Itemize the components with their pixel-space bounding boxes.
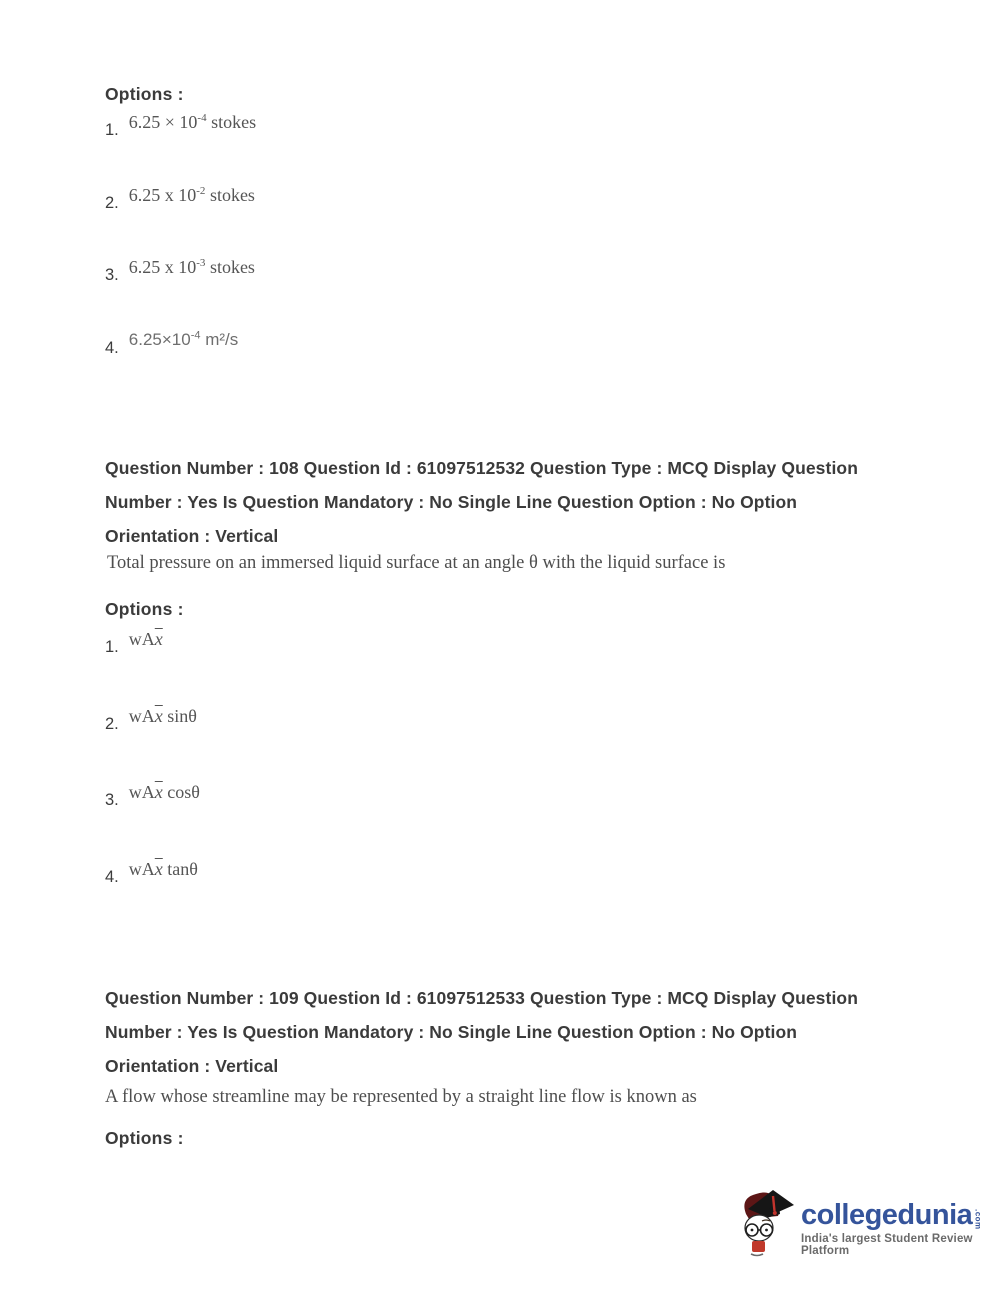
option-number: 3. xyxy=(105,791,119,809)
formula-unit: stokes xyxy=(205,185,255,205)
formula-exponent: -3 xyxy=(196,257,206,269)
formula-base: 6.25×10 xyxy=(128,330,191,349)
formula-xbar: $\overline{x}$ xyxy=(154,859,163,879)
formula-xbar: $\overline{x}$ xyxy=(154,706,163,726)
question-header-line: Number : Yes Is Question Mandatory : No Single Line Question Option : No Option xyxy=(105,1022,798,1042)
formula-xbar: $\overline{x}$ xyxy=(154,629,163,649)
formula-prefix: wA xyxy=(128,706,155,726)
collegedunia-mascot-icon xyxy=(737,1186,795,1263)
brand-suffix: .com xyxy=(973,1209,983,1230)
formula-unit: stokes xyxy=(205,257,255,277)
option-row xyxy=(105,706,197,734)
brand-tagline: India's largest Student Review Platform xyxy=(801,1233,973,1257)
option-number: 1. xyxy=(105,121,119,139)
option-number: 4. xyxy=(105,339,119,357)
formula-suffix: cosθ xyxy=(162,782,200,802)
option-formula xyxy=(129,859,198,880)
option-formula xyxy=(129,185,255,206)
option-row xyxy=(105,112,256,140)
question-109-text: A flow whose streamline may be represented by a straight line flow is known as xyxy=(105,1087,697,1107)
option-row xyxy=(105,330,238,358)
formula-base: 6.25 × 10 xyxy=(128,112,198,132)
option-number: 1. xyxy=(105,638,119,656)
option-formula xyxy=(129,257,255,278)
question-header-line: Orientation : Vertical xyxy=(105,1056,279,1076)
formula-unit: m²/s xyxy=(200,330,239,349)
option-row xyxy=(105,859,198,887)
collegedunia-logo xyxy=(737,1186,993,1263)
formula-exponent: -4 xyxy=(197,112,207,124)
formula-xbar: $\overline{x}$ xyxy=(154,782,163,802)
collegedunia-logo-text xyxy=(801,1200,993,1257)
formula-suffix: tanθ xyxy=(162,859,198,879)
formula-exponent: -2 xyxy=(196,185,206,197)
option-row xyxy=(105,257,255,285)
option-number: 2. xyxy=(105,715,119,733)
question-header-line: Question Number : 109 Question Id : 61097512533 Question Type : MCQ Display Question xyxy=(105,988,858,1008)
option-row xyxy=(105,782,200,810)
formula-prefix: wA xyxy=(128,782,155,802)
options-label-prev: Options : xyxy=(105,84,184,104)
formula-base: 6.25 x 10 xyxy=(128,257,197,277)
formula-base: 6.25 x 10 xyxy=(128,185,197,205)
formula-exponent: -4 xyxy=(190,329,201,342)
options-label-q109: Options : xyxy=(105,1128,184,1148)
question-header-line: Number : Yes Is Question Mandatory : No Single Line Question Option : No Option xyxy=(105,492,798,512)
option-number: 3. xyxy=(105,266,119,284)
option-formula xyxy=(129,782,200,803)
option-number: 4. xyxy=(105,868,119,886)
question-108-header xyxy=(105,451,895,553)
option-number: 2. xyxy=(105,194,119,212)
formula-prefix: wA xyxy=(128,629,155,649)
question-108-text: Total pressure on an immersed liquid surface at an angle θ with the liquid surface is xyxy=(107,553,726,573)
option-formula xyxy=(129,330,239,350)
question-109-header xyxy=(105,981,895,1083)
option-formula xyxy=(129,629,163,650)
question-header-line: Orientation : Vertical xyxy=(105,526,279,546)
formula-prefix: wA xyxy=(128,859,155,879)
question-header-line: Question Number : 108 Question Id : 61097512532 Question Type : MCQ Display Question xyxy=(105,458,858,478)
options-label-q108: Options : xyxy=(105,599,184,619)
option-row xyxy=(105,185,255,213)
option-formula xyxy=(129,706,197,727)
option-formula xyxy=(129,112,256,133)
formula-unit: stokes xyxy=(206,112,257,132)
brand-name: collegedunia xyxy=(801,1199,973,1231)
formula-suffix: sinθ xyxy=(162,706,197,726)
option-row xyxy=(105,629,163,657)
